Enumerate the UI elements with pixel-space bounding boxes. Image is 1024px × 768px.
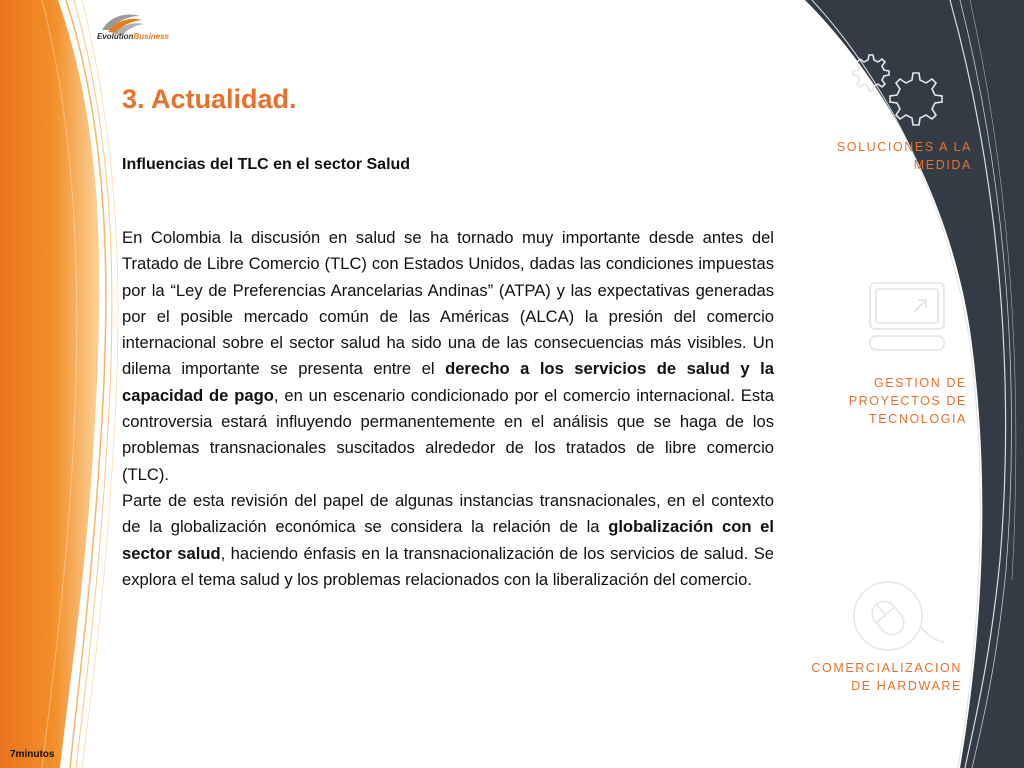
- slide-title: 3. Actualidad.: [122, 84, 297, 114]
- body-paragraph-2: Parte de esta revisión del papel de algunas instancias transnacionales, en el contexto de la globalización económica se considera la relación de la globalización con el sector salud, haciendo énfasis en la transnacionalización de los servicios de salud. Se explora el tema salud y los problemas relacionados con la liberalización del comercio.: [122, 490, 774, 589]
- service-label-soluciones: SOLUCIONES A LA MEDIDA: [836, 140, 972, 172]
- body-paragraph-1: En Colombia la discusión en salud se ha tornado muy importante desde antes del Tratado de Libre Comercio (TLC) con Estados Unidos, dadas las condiciones impuestas por la “Ley de Preferencias Arancelarias Andinas” (ATPA) y las expectativas generadas por el posible mercado común de las Américas (ALCA) la presión del comercio internacional sobre el sector salud ha sido una de las consecuencias más visibles. Un dilema importante se presenta entre el derecho a los servicios de salud y la capacidad de pago, en un escenario condicionado por el comercio internacional. Esta controversia estará influyendo permanentemente en el análisis que se haga de los problemas transnacionales suscitados alrededor de los tratados de libre comercio (TLC).: [122, 228, 774, 484]
- body-emphasis-2: globalización con el sector salud: [122, 517, 774, 563]
- logo-icon: [92, 8, 192, 50]
- logo-text: EvolutionBusiness: [97, 32, 170, 41]
- slide-subtitle: Influencias del TLC en el sector Salud: [122, 156, 411, 173]
- slide-body: [122, 225, 774, 593]
- gears-icon: [845, 45, 955, 135]
- body-emphasis-1: derecho a los servicios de salud y la capacidad de pago: [122, 359, 774, 405]
- footer-text: 7minutos: [10, 749, 55, 760]
- service-label-comercializacion: COMERCIALIZACION DE HARDWARE: [811, 661, 962, 693]
- service-label-gestion: GESTION DE PROYECTOS DE TECNOLOGIA: [848, 376, 967, 426]
- monitor-icon: [866, 280, 948, 354]
- mouse-icon: [848, 576, 948, 656]
